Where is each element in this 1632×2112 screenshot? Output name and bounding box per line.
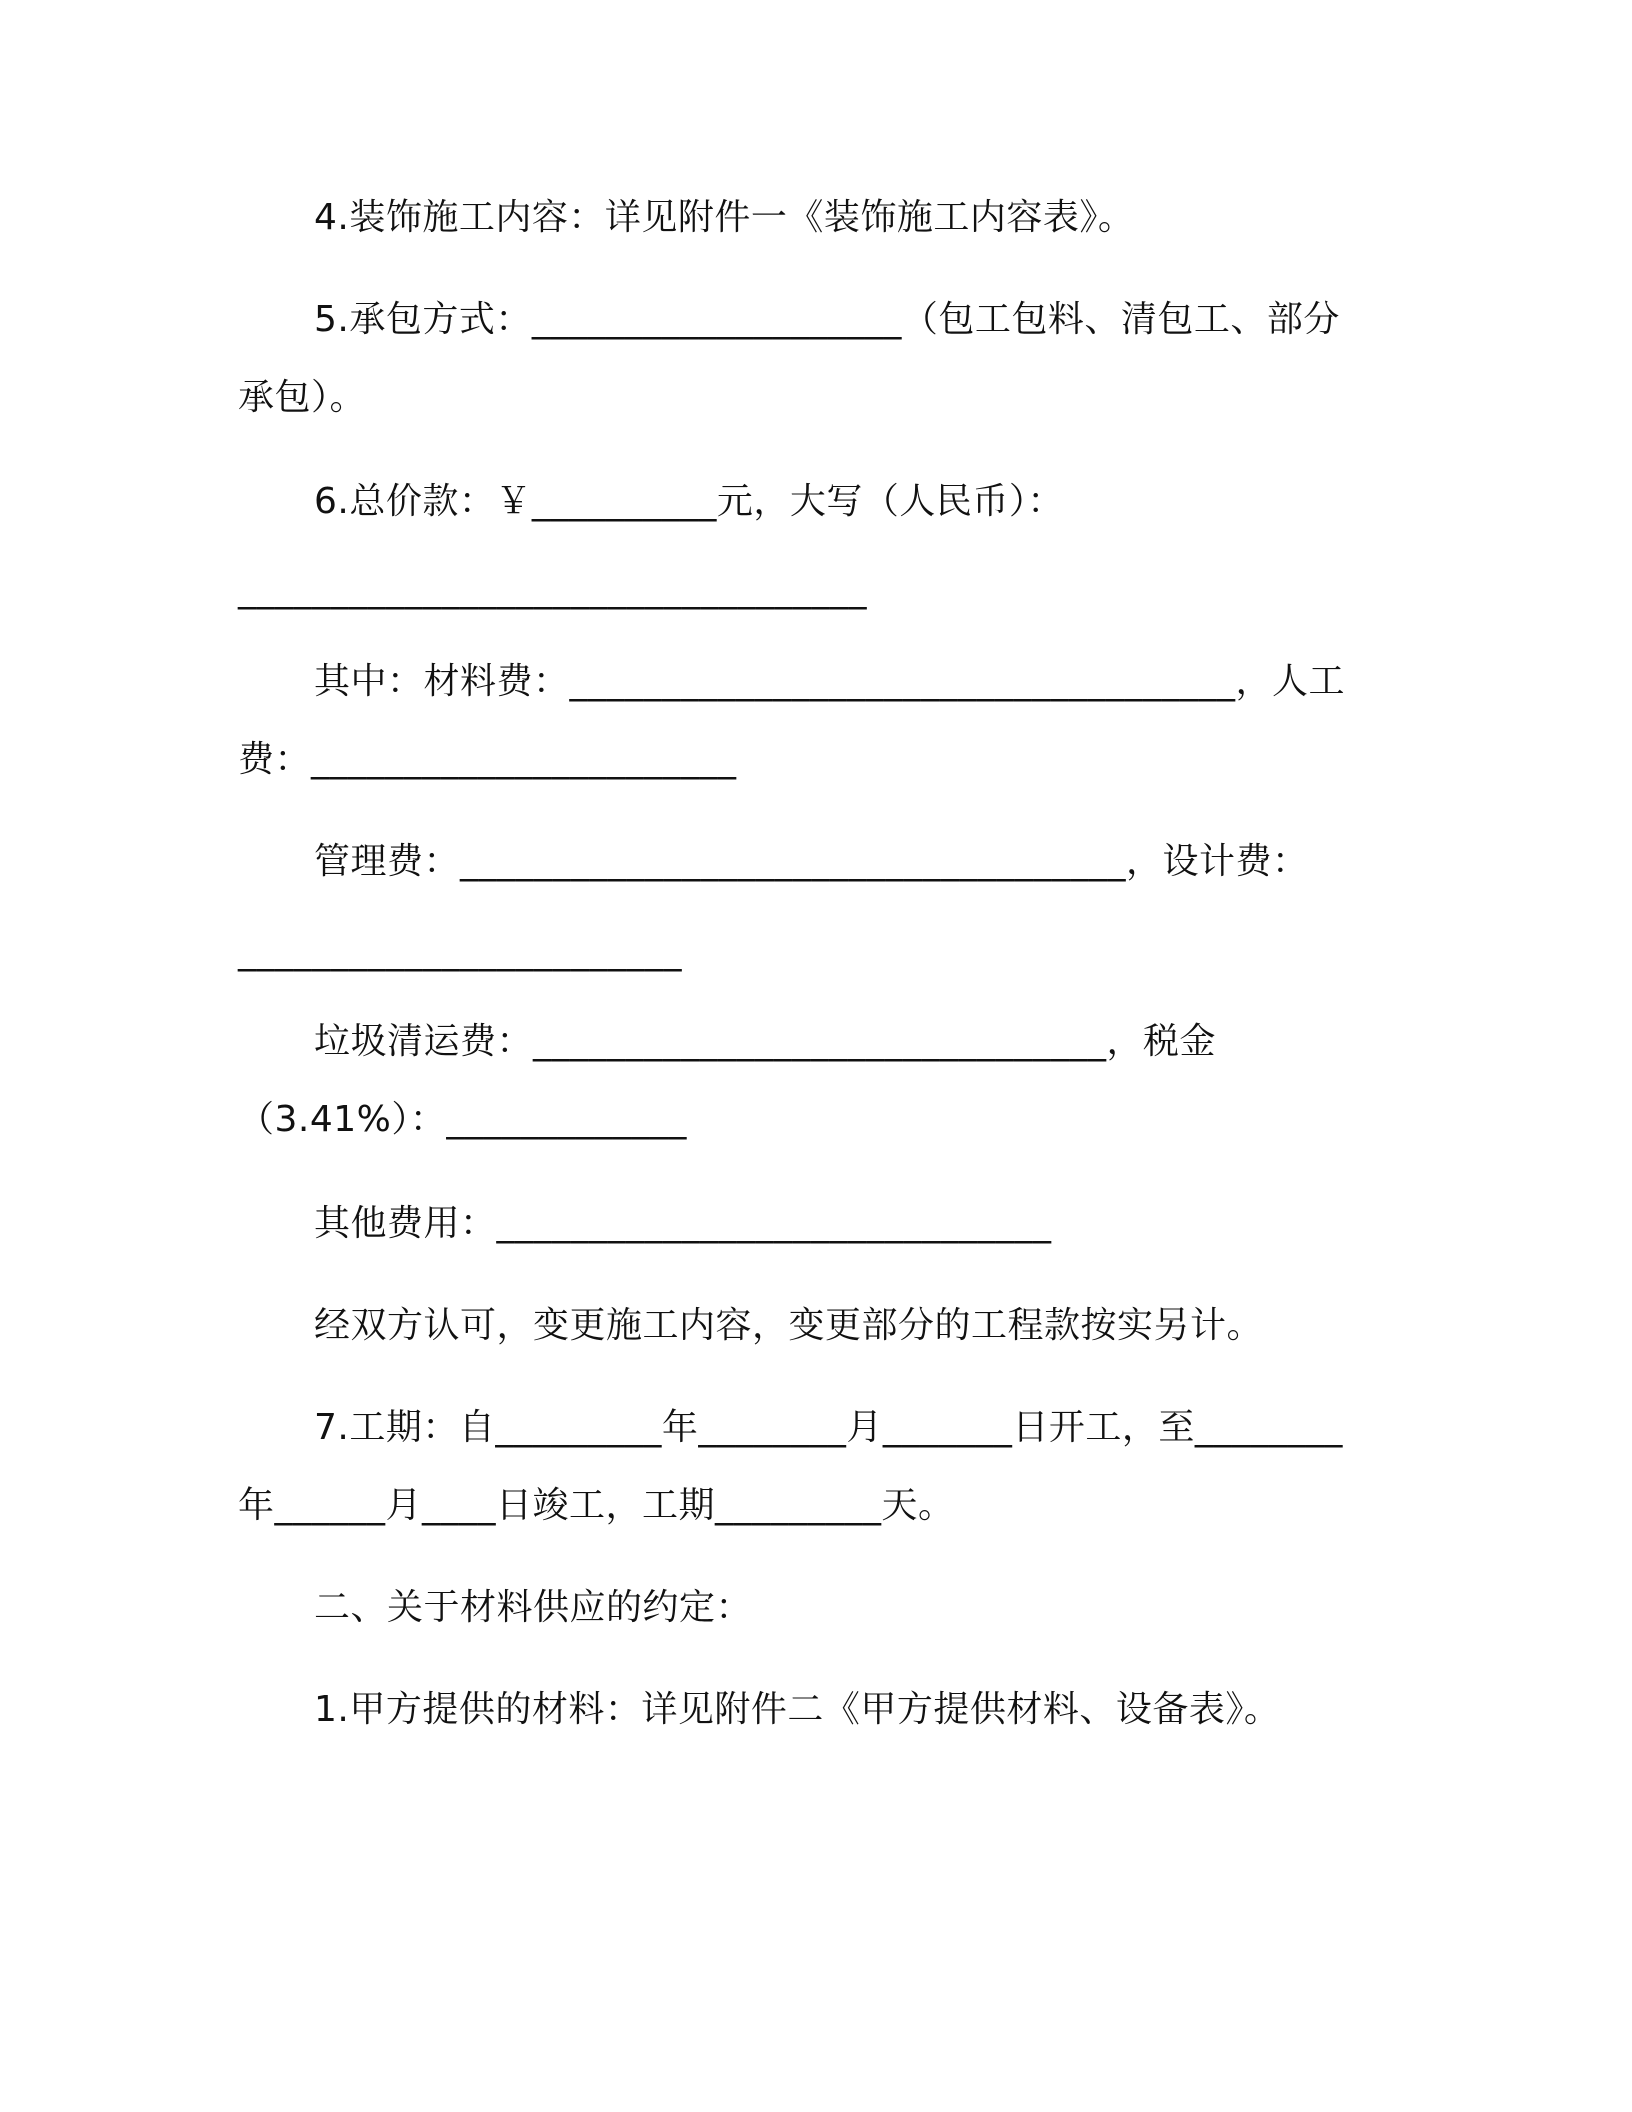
clause-6-amount-in-words-blank: __________________________________ bbox=[238, 569, 867, 610]
design-fee-blank: ________________________ bbox=[238, 931, 682, 972]
clause-7-duration-cont: 年______月____日竣工，工期_________天。 bbox=[238, 1485, 955, 1526]
clause-6-total-price: 6.总价款：￥__________元，大写（人民币）： bbox=[314, 481, 1064, 522]
clause-5-contract-method: 5.承包方式：____________________（包工包料、清包工、部分 bbox=[314, 299, 1340, 340]
tax-line: （3.41%）：_____________ bbox=[238, 1099, 687, 1140]
clause-7-duration: 7.工期：自_________年________月_______日开工，至________ bbox=[314, 1407, 1343, 1448]
change-clause: 经双方认可，变更施工内容，变更部分的工程款按实另计。 bbox=[314, 1305, 1264, 1346]
clause-4-decoration-content: 4.装饰施工内容：详见附件一《装饰施工内容表》。 bbox=[314, 197, 1135, 238]
other-fees-line: 其他费用：______________________________ bbox=[314, 1203, 1052, 1244]
section-2-heading: 二、关于材料供应的约定： bbox=[314, 1587, 753, 1628]
material-fee-line: 其中：材料费：____________________________________，人工 bbox=[314, 661, 1346, 702]
clause-1-materials: 1.甲方提供的材料：详见附件二《甲方提供材料、设备表》。 bbox=[314, 1689, 1281, 1730]
garbage-fee-line: 垃圾清运费：_______________________________，税金 bbox=[314, 1021, 1217, 1062]
clause-5-contract-method-cont: 承包）。 bbox=[238, 377, 367, 418]
management-fee-line: 管理费：____________________________________，设计费： bbox=[314, 841, 1309, 882]
labor-fee-line: 费：_______________________ bbox=[238, 739, 737, 780]
